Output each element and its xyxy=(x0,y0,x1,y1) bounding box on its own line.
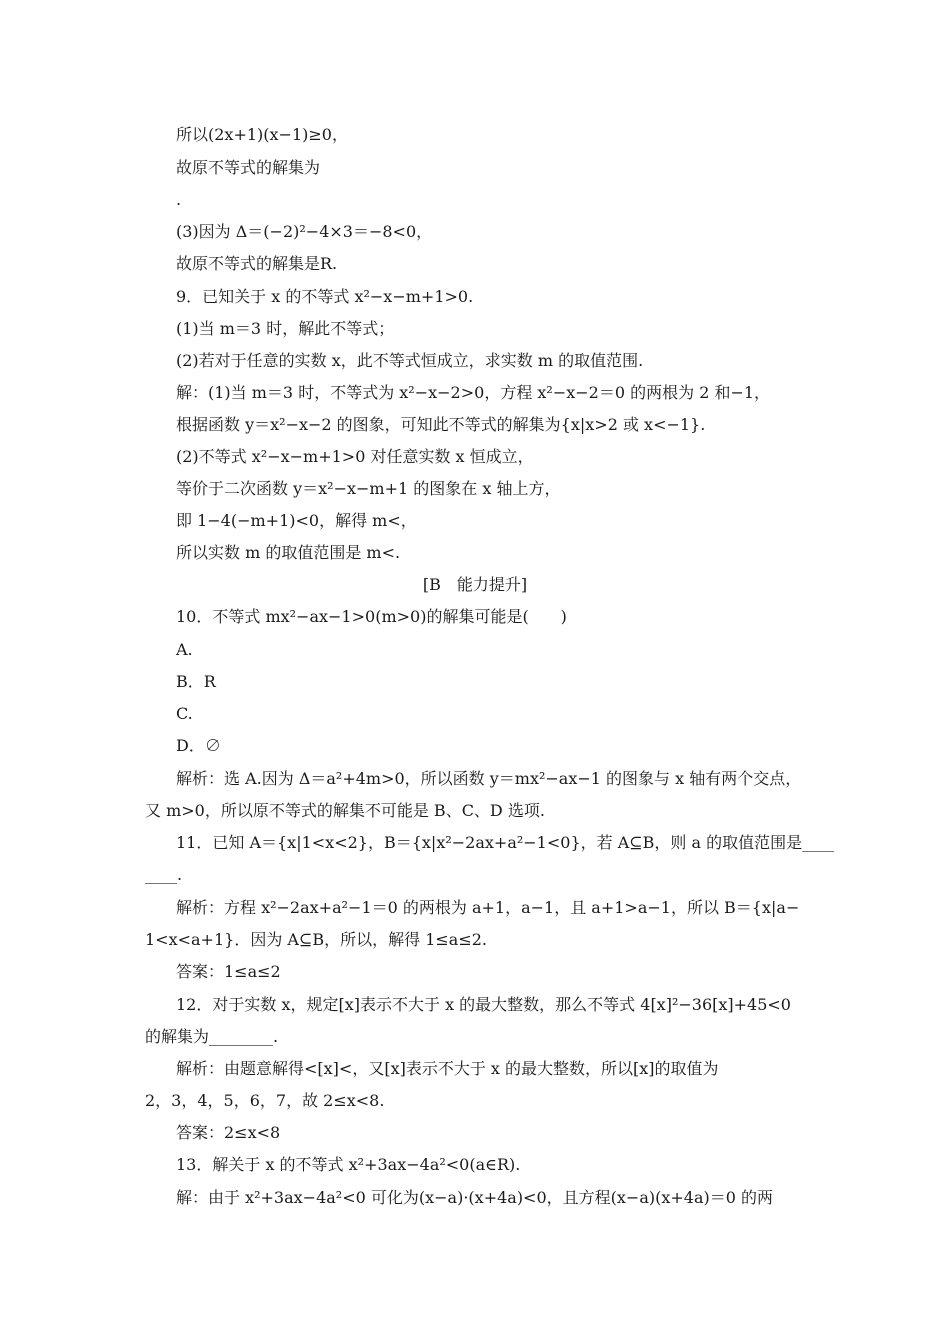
question-12-stem: 12．对于实数 x，规定[x]表示不大于 x 的最大整数，那么不等式 4[x]²−36[x]+45<0 xyxy=(176,995,791,1014)
solution-line: 解：由于 x²+3ax−4a²<0 可化为(x−a)·(x+4a)<0，且方程(x−a)(x+4a)＝0 的两 xyxy=(176,1188,773,1207)
analysis-line: 解析：方程 x²−2ax+a²−1＝0 的两根为 a+1，a−1，且 a+1>a−1，所以 B＝{x|a− xyxy=(176,898,800,917)
section-heading: [B 能力提升] xyxy=(422,575,528,594)
option-a: A. xyxy=(176,640,193,659)
text-line: 故原不等式的解集为 xyxy=(176,158,321,177)
analysis-line: 1<x<a+1}．因为 A⊆B，所以，解得 1≤a≤2. xyxy=(145,930,488,949)
text-line: 所以(2x+1)(x−1)≥0， xyxy=(176,125,348,144)
text-line: (3)因为 Δ＝(−2)²−4×3＝−8<0， xyxy=(176,222,433,241)
option-c: C. xyxy=(176,704,193,723)
solution-line: 等价于二次函数 y＝x²−x−m+1 的图象在 x 轴上方， xyxy=(176,479,561,498)
analysis-line: 解析：由题意解得<[x]<，又[x]表示不大于 x 的最大整数，所以[x]的取值为 xyxy=(176,1059,719,1078)
solution-line: 解：(1)当 m＝3 时，不等式为 x²−x−2>0，方程 x²−x−2＝0 的两根为 2 和−1， xyxy=(176,383,771,402)
question-10-stem: 10．不等式 mx²−ax−1>0(m>0)的解集可能是( ) xyxy=(176,607,567,626)
question-11-stem: 11．已知 A＝{x|1<x<2}，B＝{x|x²−2ax+a²−1<0}，若 A⊆B，则 a 的取值范围是____ xyxy=(176,833,835,852)
question-11-blank: ____. xyxy=(145,865,183,884)
analysis-line: 又 m>0，所以原不等式的解集不可能是 B、C、D 选项. xyxy=(145,801,545,820)
option-b: B．R xyxy=(176,672,216,691)
solution-line: 所以实数 m 的取值范围是 m<. xyxy=(176,543,401,562)
question-9-stem: 9．已知关于 x 的不等式 x²−x−m+1>0. xyxy=(176,287,474,306)
analysis-line: 解析：选 A.因为 Δ＝a²+4m>0，所以函数 y＝mx²−ax−1 的图象与 x 轴有两个交点， xyxy=(176,769,802,788)
text-line: . xyxy=(176,190,182,209)
question-12-blank: 的解集为________. xyxy=(145,1027,279,1046)
solution-line: 即 1−4(−m+1)<0，解得 m<， xyxy=(176,511,417,530)
option-d: D．∅ xyxy=(176,736,221,755)
solution-line: (2)不等式 x²−x−m+1>0 对任意实数 x 恒成立， xyxy=(176,447,534,466)
text-line: 故原不等式的解集是R. xyxy=(176,254,338,273)
question-9-part-1: (1)当 m＝3 时，解此不等式； xyxy=(176,319,395,338)
question-13-stem: 13．解关于 x 的不等式 x²+3ax−4a²<0(a∈R). xyxy=(176,1155,521,1174)
answer-line: 答案：2≤x<8 xyxy=(176,1123,281,1142)
question-9-part-2: (2)若对于任意的实数 x，此不等式恒成立，求实数 m 的取值范围. xyxy=(176,351,644,370)
solution-line: 根据函数 y＝x²−x−2 的图象，可知此不等式的解集为{x|x>2 或 x<−1}. xyxy=(176,415,706,434)
answer-line: 答案：1≤a≤2 xyxy=(176,962,281,981)
analysis-line: 2，3，4，5，6，7，故 2≤x<8. xyxy=(145,1091,385,1110)
